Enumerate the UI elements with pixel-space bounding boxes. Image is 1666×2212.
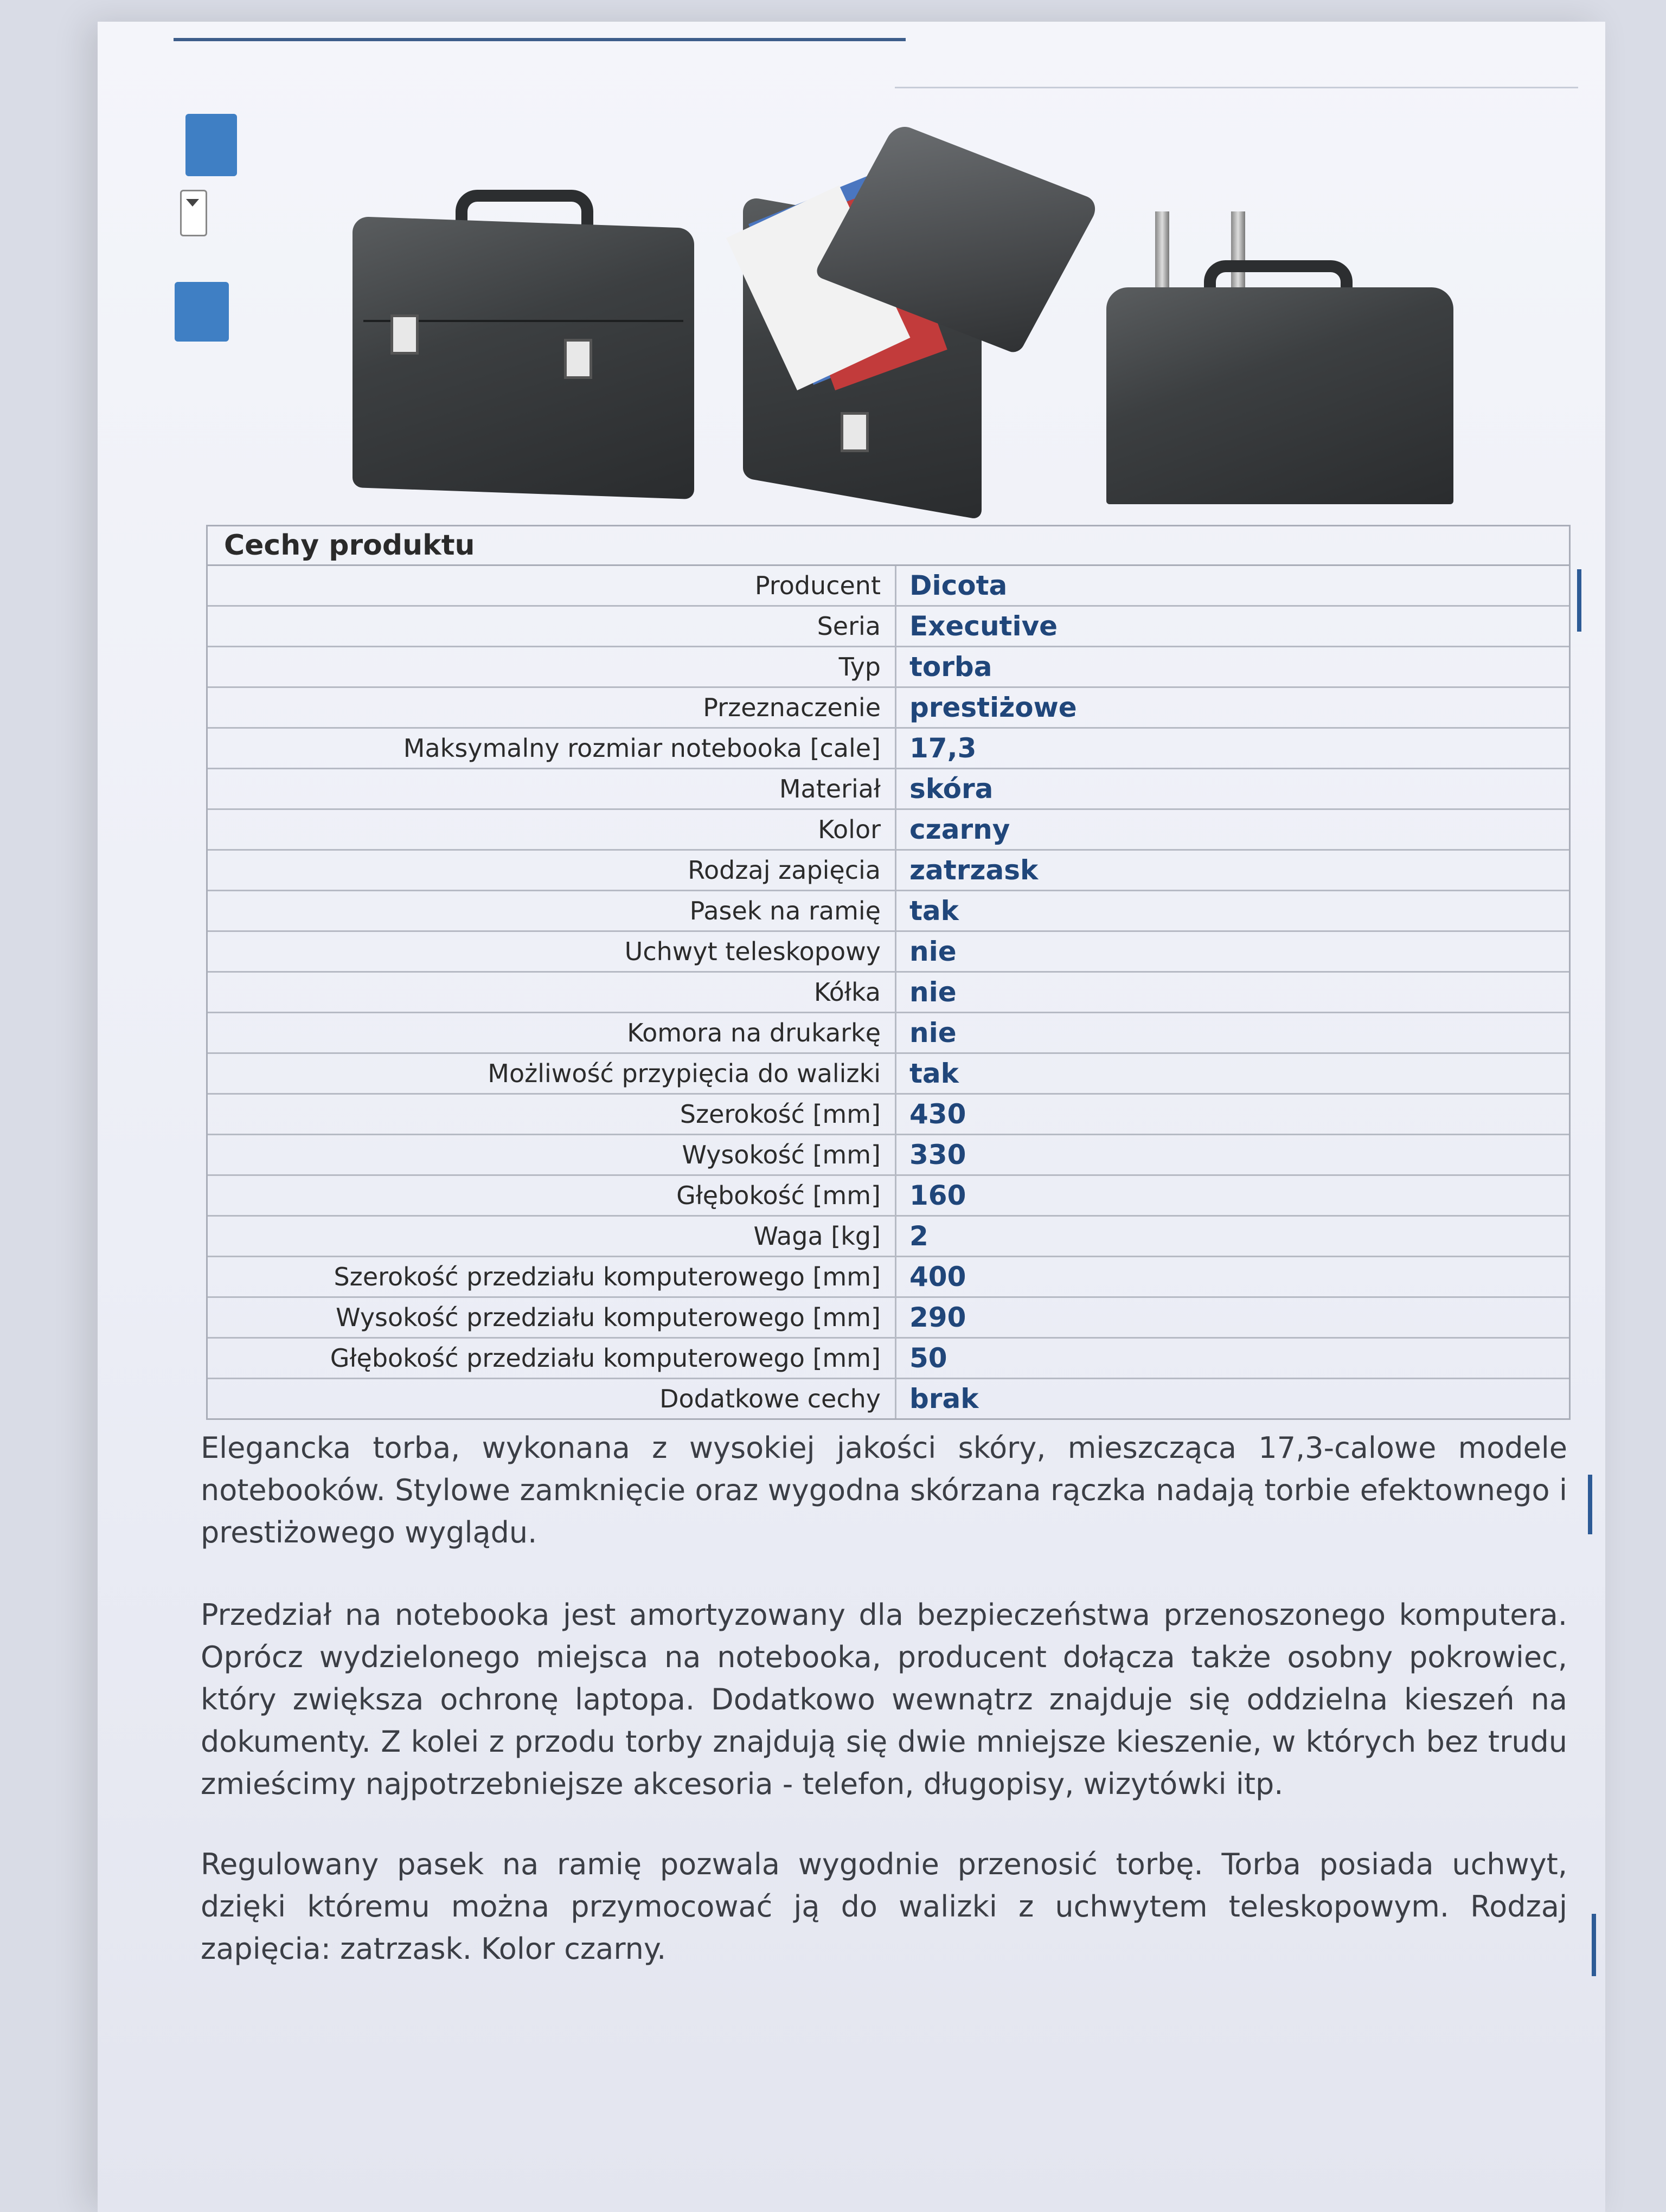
feature-value: 2 (909, 1220, 928, 1252)
table-row (208, 1095, 1569, 1135)
table-row (208, 932, 1569, 973)
margin-mark-paragraph-3 (1592, 1914, 1596, 1976)
product-photo-bag-on-trolley (1101, 206, 1470, 510)
feature-label: Wysokość [mm] (208, 1135, 896, 1174)
feature-label: Rodzaj zapięcia (208, 851, 896, 890)
feature-label: Głębokość [mm] (208, 1176, 896, 1215)
feature-value: tak (909, 895, 959, 927)
feature-value: zatrzask (909, 854, 1039, 886)
table-row (208, 1379, 1569, 1418)
feature-value: nie (909, 936, 957, 967)
feature-value: 50 (909, 1342, 947, 1374)
feature-value: czarny (909, 814, 1010, 845)
feature-label: Głębokość przedziału komputerowego [mm] (208, 1339, 896, 1378)
header-rule (174, 38, 906, 41)
table-row (208, 1257, 1569, 1298)
feature-value: 17,3 (909, 732, 977, 764)
table-row (208, 1013, 1569, 1054)
feature-label: Możliwość przypięcia do walizki (208, 1054, 896, 1093)
feature-value: tak (909, 1058, 959, 1089)
description-paragraph-3: Regulowany pasek na ramię pozwala wygodnie przenosić torbę. Torba posiada uchwyt, dzięki któremu można przymocować ją do walizki z uchwytem teleskopowym. Rodzaj zapięcia: zatrzask. Kolor czarny. (201, 1847, 1567, 1966)
feature-value: Executive (909, 610, 1058, 642)
header-rule-faint (895, 87, 1578, 88)
feature-value: Dicota (909, 570, 1008, 601)
table-row (208, 891, 1569, 932)
table-row (208, 769, 1569, 810)
feature-label: Pasek na ramię (208, 891, 896, 930)
table-row (208, 688, 1569, 729)
table-row (208, 973, 1569, 1013)
feature-value: 430 (909, 1098, 966, 1130)
feature-value: nie (909, 1017, 957, 1049)
feature-value: nie (909, 976, 957, 1008)
table-row (208, 1298, 1569, 1339)
product-photo-open-bag (732, 146, 1085, 515)
feature-value: prestiżowe (909, 692, 1077, 723)
table-title: Cechy produktu (208, 526, 1569, 566)
product-features-table (206, 525, 1571, 1420)
feature-value: 160 (909, 1180, 966, 1211)
table-row (208, 1217, 1569, 1257)
feature-label: Uchwyt teleskopowy (208, 932, 896, 971)
feature-label: Kolor (208, 810, 896, 849)
table-row (208, 1054, 1569, 1095)
feature-value: 290 (909, 1302, 966, 1333)
feature-label: Kółka (208, 973, 896, 1012)
feature-value: skóra (909, 773, 994, 805)
table-row (208, 566, 1569, 607)
feature-value: brak (909, 1383, 979, 1414)
feature-label: Dodatkowe cechy (208, 1379, 896, 1418)
feature-label: Szerokość [mm] (208, 1095, 896, 1134)
feature-value: 400 (909, 1261, 966, 1293)
feature-label: Producent (208, 566, 896, 605)
table-row (208, 1339, 1569, 1379)
dropdown-arrow-icon (180, 190, 207, 236)
feature-label: Seria (208, 607, 896, 646)
blue-side-tab-bottom (175, 282, 229, 342)
table-row (208, 607, 1569, 647)
bag-clasp-right (564, 339, 592, 379)
bag-body (353, 216, 694, 499)
feature-label: Maksymalny rozmiar notebooka [cale] (208, 729, 896, 768)
feature-value: torba (909, 651, 992, 683)
bag-clasp-front (841, 412, 869, 452)
bag-clasp-left (390, 314, 419, 355)
feature-value: 330 (909, 1139, 966, 1171)
feature-label: Materiał (208, 769, 896, 808)
feature-label: Waga [kg] (208, 1217, 896, 1256)
table-row (208, 1135, 1569, 1176)
table-row (208, 1176, 1569, 1217)
table-row (208, 729, 1569, 769)
table-row (208, 810, 1569, 851)
margin-mark-paragraph-1 (1588, 1475, 1592, 1534)
margin-mark-table (1577, 569, 1581, 632)
description-paragraph-2: Przedział na notebooka jest amortyzowany dla bezpieczeństwa przenoszonego komputera. Oprócz wydzielonego miejsca na notebooka, producent dołącza także osobny pokrowiec, który zwiększa ochronę laptopa. Dodatkowo wewnątrz znajduje się oddzielna kieszeń na dokumenty. Z kolei z przodu torby znajdują się dwie mniejsze kieszenie, w których bez trudu zmieścimy najpotrzebniejsze akcesoria - telefon, długopisy, wizytówki itp. (201, 1598, 1567, 1801)
feature-label: Komora na drukarkę (208, 1013, 896, 1052)
feature-label: Szerokość przedziału komputerowego [mm] (208, 1257, 896, 1296)
blue-side-tab-top (185, 114, 237, 176)
description-paragraph-1: Elegancka torba, wykonana z wysokiej jakości skóry, mieszcząca 17,3-calowe modele notebooków. Stylowe zamknięcie oraz wygodna skórzana rączka nadają torbie efektownego i prestiżowego wyglądu. (201, 1431, 1567, 1549)
product-photo-closed-bag (342, 179, 710, 504)
feature-label: Wysokość przedziału komputerowego [mm] (208, 1298, 896, 1337)
feature-label: Przeznaczenie (208, 688, 896, 727)
table-row (208, 647, 1569, 688)
bag-body-trolley (1106, 287, 1453, 504)
feature-label: Typ (208, 647, 896, 686)
table-row (208, 851, 1569, 891)
